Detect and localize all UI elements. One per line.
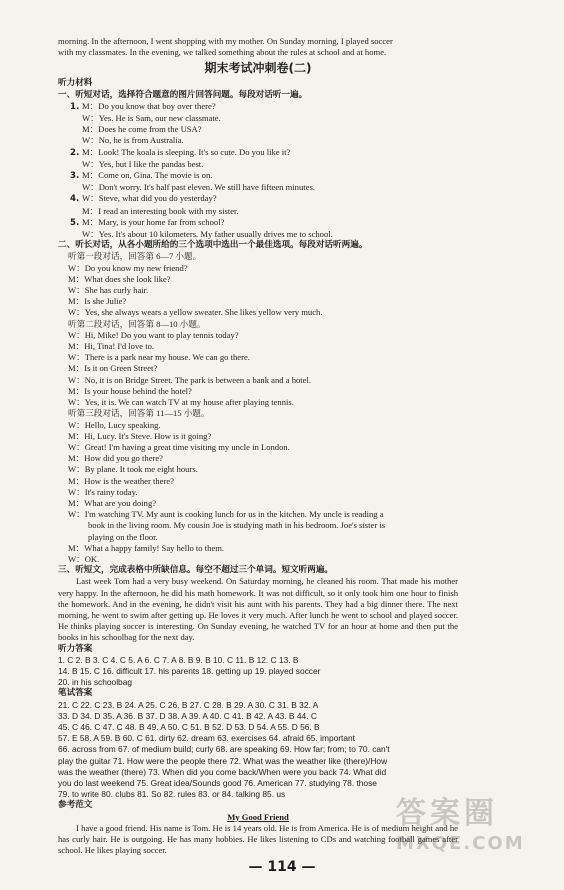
question-number: 3. [70, 171, 80, 182]
dialogue-line: W：Hello, Lucy speaking. [68, 419, 161, 430]
dialogue-line: W：No, it is on Bridge Street. The park is between a bank and a hotel. [68, 374, 312, 385]
answer-line: 79. to write 80. clubs 81. So 82. rules 83. or 84. talking 85. us [58, 789, 286, 800]
essay-title: My Good Friend [227, 811, 289, 822]
question-number: 5. [70, 217, 80, 228]
dialogue-line [58, 229, 458, 240]
dialogue-line [58, 182, 458, 193]
dialogue-line: W：OK. [68, 553, 100, 564]
answer-line: 66. across from 67. of medium build; curly 68. are speaking 69. How far; from; to 70. can't [58, 744, 390, 755]
dialogue-text: W：Yes. He is Sam, our new classmate. [82, 113, 221, 124]
listening-answers [58, 655, 458, 689]
dialogue-text: M：Does he come from the USA? [82, 124, 202, 135]
dialogue-line: playing on the floor. [88, 531, 158, 542]
question-number: 4. [70, 194, 80, 205]
page-title: 期末考试冲刺卷(二) [204, 61, 312, 76]
dialogue-line [58, 113, 458, 124]
document-page [58, 36, 458, 856]
dialogue-text: M：Do you know that boy over there? [82, 100, 216, 111]
dialogue-line: M：How did you go there? [68, 453, 163, 464]
answer-line: 1. C 2. B 3. C 4. C 5. A 6. C 7. A 8. B 9. B 10. C 11. B 12. C 13. B [58, 654, 299, 665]
answer-line: play the guitar 71. How were the people there 72. What was the weather like (there)/How [58, 755, 388, 766]
answer-line: 57. E 58. A 59. B 60. C 61. dirty 62. dream 63. exercises 64. afraid 65. important [58, 733, 356, 744]
part1-heading: 一、听短对话，选择符合题意的图片回答问题。每段对话听一遍。 [58, 89, 308, 100]
dialogue-text: W：Yes. It's about 10 kilometers. My father usually drives me to school. [82, 229, 333, 240]
dialogue-line [58, 101, 458, 113]
part2-dialogues [58, 251, 458, 565]
dialogue-line: W：Great! I'm having a great time visiting my uncle in London. [68, 441, 290, 452]
dialogue-line: book in the living room. My cousin Joe is studying math in his bedroom. Joe's sister is [88, 520, 386, 531]
dialogue-line: 听第三段对话，回答第 11—15 小题。 [68, 408, 210, 419]
dialogue-line [58, 159, 458, 170]
dialogue-line: W：Do you know my new friend? [68, 262, 188, 273]
dialogue-line [58, 135, 458, 146]
dialogue-text: M：Come on, Gina. The movie is on. [82, 170, 213, 181]
dialogue-text: W：Don't worry. It's half past eleven. We still have fifteen minutes. [82, 182, 315, 193]
dialogue-line: M：Hi, Lucy. It's Steve. How is it going? [68, 430, 212, 441]
part1-dialogues [58, 101, 458, 240]
dialogue-line: M：What are you doing? [68, 497, 157, 508]
page-number: — 114 — [248, 859, 316, 875]
answer-line: you do last weekend 75. Great idea/Sounds good 76. American 77. studying 78. those [58, 778, 377, 788]
question-number: 2. [70, 147, 80, 158]
intro-text [58, 36, 458, 58]
dialogue-line: M：What does she look like? [68, 273, 171, 284]
dialogue-text: W：Steve, what did you do yesterday? [82, 193, 217, 204]
question-number: 1. [70, 101, 80, 112]
essay-heading: 参考范文 [58, 800, 93, 811]
dialogue-line: W：Yes, she always wears a yellow sweater. She likes yellow very much. [68, 307, 323, 318]
listening-answers-heading: 听力答案 [58, 643, 93, 654]
dialogue-line: 听第二段对话，回答第 8—10 小题。 [68, 318, 206, 329]
answer-line: 20. in his schoolbag [58, 677, 133, 688]
watermark-line1: 答案圈 [396, 796, 498, 831]
dialogue-line: M：Hi, Tina! I'd love to. [68, 341, 155, 352]
part3-heading: 三、听短文，完成表格中所缺信息。每空不超过三个单词。短文听两遍。 [58, 565, 334, 576]
answer-line: 14. B 15. C 16. difficult 17. his parents 18. getting up 19. played soccer [58, 665, 321, 676]
part3-passage: Last week Tom had a very busy weekend. On Saturday morning, he cleaned his room. That made his mother very happy. In the afternoon, he did his math homework. It was not difficult, so it only took him one hour to finish the homework. And in the evening, he didn't visit his aunt with his parents. They had a big dinner there. The next morning, he went to swim after getting up. He loves it very much. After lunch he went to school and played soccer. He thinks playing soccer is interesting. On Sunday evening, he watched TV for an hour at home and then put the books in his schoolbag for the next day. [58, 576, 458, 643]
dialogue-line [58, 193, 458, 205]
dialogue-line [58, 217, 458, 229]
dialogue-line [58, 124, 458, 135]
dialogue-text: W：No, he is from Australia. [82, 135, 184, 146]
intro-line: with my classmates. In the evening, we talked something about the rules at school and at home. [58, 47, 387, 58]
dialogue-line: M：Is she Julie? [68, 296, 127, 307]
dialogue-line: M：Is it on Green Street? [68, 363, 158, 374]
essay-text: I have a good friend. His name is Tom. He is 14 years old. He is from America. He is of medium height and he has curly hair. He is outgoing. He has many hobbies. He likes listening to CDs and watching football games after school. He likes playing soccer. [58, 822, 458, 856]
answer-line: 45. C 46. C 47. C 48. B 49. A 50. C 51. B 52. D 53. D 54. A 55. D 56. B [58, 721, 320, 732]
dialogue-text: M：Look! The koala is sleeping. It's so cute. Do you like it? [82, 146, 291, 157]
answer-line: was the weather (there) 73. When did you come back/When were you back 74. What did [58, 766, 387, 777]
dialogue-line: W：Hi, Mike! Do you want to play tennis today? [68, 329, 239, 340]
dialogue-line [58, 170, 458, 182]
dialogue-line: 听第一段对话，回答第 6—7 小题。 [68, 251, 202, 262]
watermark-line2: MXQE.COM [396, 833, 525, 854]
dialogue-line: W：By plane. It took me eight hours. [68, 464, 198, 475]
dialogue-line: W：I'm watching TV. My aunt is cooking lunch for us in the kitchen. My uncle is reading a [68, 509, 384, 520]
written-answers [58, 700, 458, 801]
dialogue-line [58, 147, 458, 159]
intro-line: morning. In the afternoon, I went shopping with my mother. On Sunday morning, I played soccer [58, 36, 393, 46]
dialogue-line: W：She has curly hair. [68, 285, 149, 296]
dialogue-line: M：Is your house behind the hotel? [68, 385, 192, 396]
dialogue-line: M：What a happy family! Say hello to them. [68, 542, 225, 553]
dialogue-text: W：Yes, but I like the pandas best. [82, 158, 204, 169]
dialogue-line: W：There is a park near my house. We can go there. [68, 352, 250, 363]
section-heading-listening: 听力材料 [58, 78, 93, 89]
dialogue-line: W：It's rainy today. [68, 486, 138, 497]
dialogue-line [58, 206, 458, 217]
written-answers-heading: 笔试答案 [58, 688, 93, 699]
dialogue-line: W：Yes, it is. We can watch TV at my house after playing tennis. [68, 397, 294, 408]
watermark-logo [396, 796, 546, 868]
dialogue-text: M：I read an interesting book with my sister. [82, 205, 239, 216]
dialogue-line: M：How is the weather there? [68, 475, 174, 486]
dialogue-text: M：Mary, is your home far from school? [82, 216, 225, 227]
part2-heading: 二、听长对话，从各小题所给的三个选项中选出一个最佳选项。每段对话听两遍。 [58, 240, 368, 251]
answer-line: 21. C 22. C 23. B 24. A 25. C 26. B 27. C 28. B 29. A 30. C 31. B 32. A [58, 699, 319, 710]
answer-line: 33. D 34. D 35. A 36. B 37. D 38. A 39. A 40. C 41. B 42. A 43. B 44. C [58, 710, 317, 721]
